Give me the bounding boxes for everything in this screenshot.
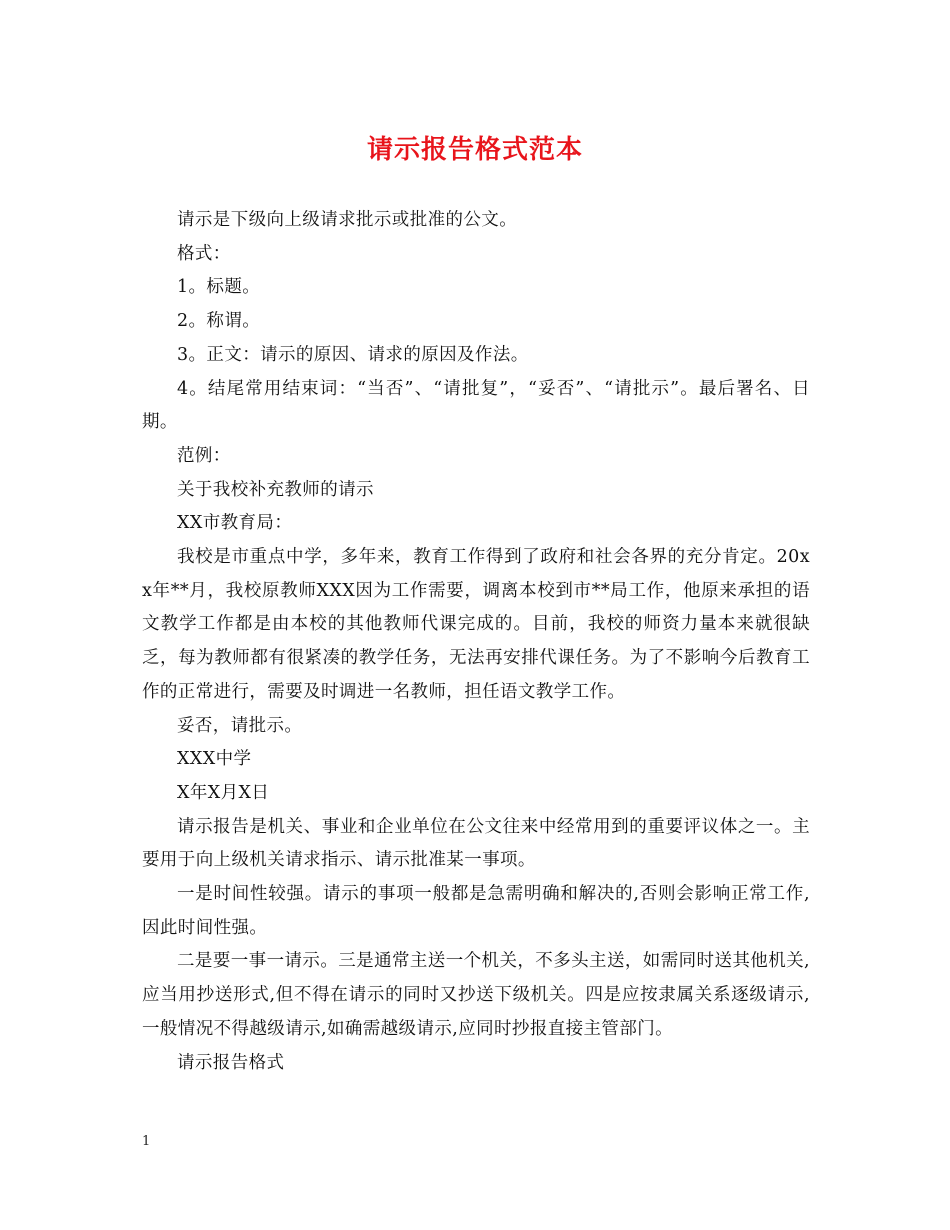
document-title: 请示报告格式范本: [366, 135, 583, 165]
page-number: 1: [142, 1134, 151, 1149]
paragraph-example-title: 关于我校补充教师的请示: [177, 479, 374, 500]
paragraph-example-body: 我校是市重点中学，多年来，教育工作得到了政府和社会各界的充分肯定。20xx年**月，我校原教师XXX因为工作需要，调离本校到市**局工作，他原来承担的语文教学工作都是由本校的其他教师代课完成的。目前，我校的师资力量本来就很缺乏，每为教师都有很紧凑的教学任务，无法再安排代课任务。为了不影响今后教育工作的正常进行，需要及时调进一名教师，担任语文教学工作。: [142, 547, 810, 702]
document-body: [142, 204, 810, 1080]
paragraph-example-recipient: XX市教育局：: [177, 513, 293, 534]
paragraph-definition: 请示是下级向上级请求批示或批准的公文。: [177, 210, 518, 230]
paragraph-format-item-4: 4。结尾常用结束词：“当否”、“请批复”，“妥否”、“请批示”。最后署名、日期。: [142, 378, 810, 433]
paragraph-example-heading: 范例：: [177, 445, 231, 466]
paragraph-format-heading: 格式：: [177, 243, 231, 264]
paragraph-feature-2: 二是要一事一请示。三是通常主送一个机关，不多头主送，如需同时送其他机关,应当用抄送形式,但不得在请示的同时又抄送下级机关。四是应按隶属关系逐级请示,一般情况不得越级请示,如确需越级请示,应同时抄报直接主管部门。: [142, 951, 810, 1039]
paragraph-report-format: 请示报告格式: [177, 1052, 285, 1073]
paragraph-feature-1: 一是时间性较强。请示的事项一般都是急需明确和解决的,否则会影响正常工作,因此时间性强。: [142, 884, 810, 938]
paragraph-format-item-1: 1。标题。: [177, 277, 261, 298]
paragraph-format-item-2: 2。称谓。: [177, 311, 261, 332]
paragraph-format-item-3: 3。正文：请示的原因、请求的原因及作法。: [177, 344, 529, 365]
paragraph-example-closing: 妥否，请批示。: [177, 715, 303, 736]
paragraph-example-date: X年X月X日: [177, 782, 270, 803]
paragraph-example-signature: XXX中学: [177, 749, 252, 770]
paragraph-report-description: 请示报告是机关、事业和企业单位在公文往来中经常用到的重要评议体之一。主要用于向上级机关请求指示、请示批准某一事项。: [142, 816, 810, 871]
